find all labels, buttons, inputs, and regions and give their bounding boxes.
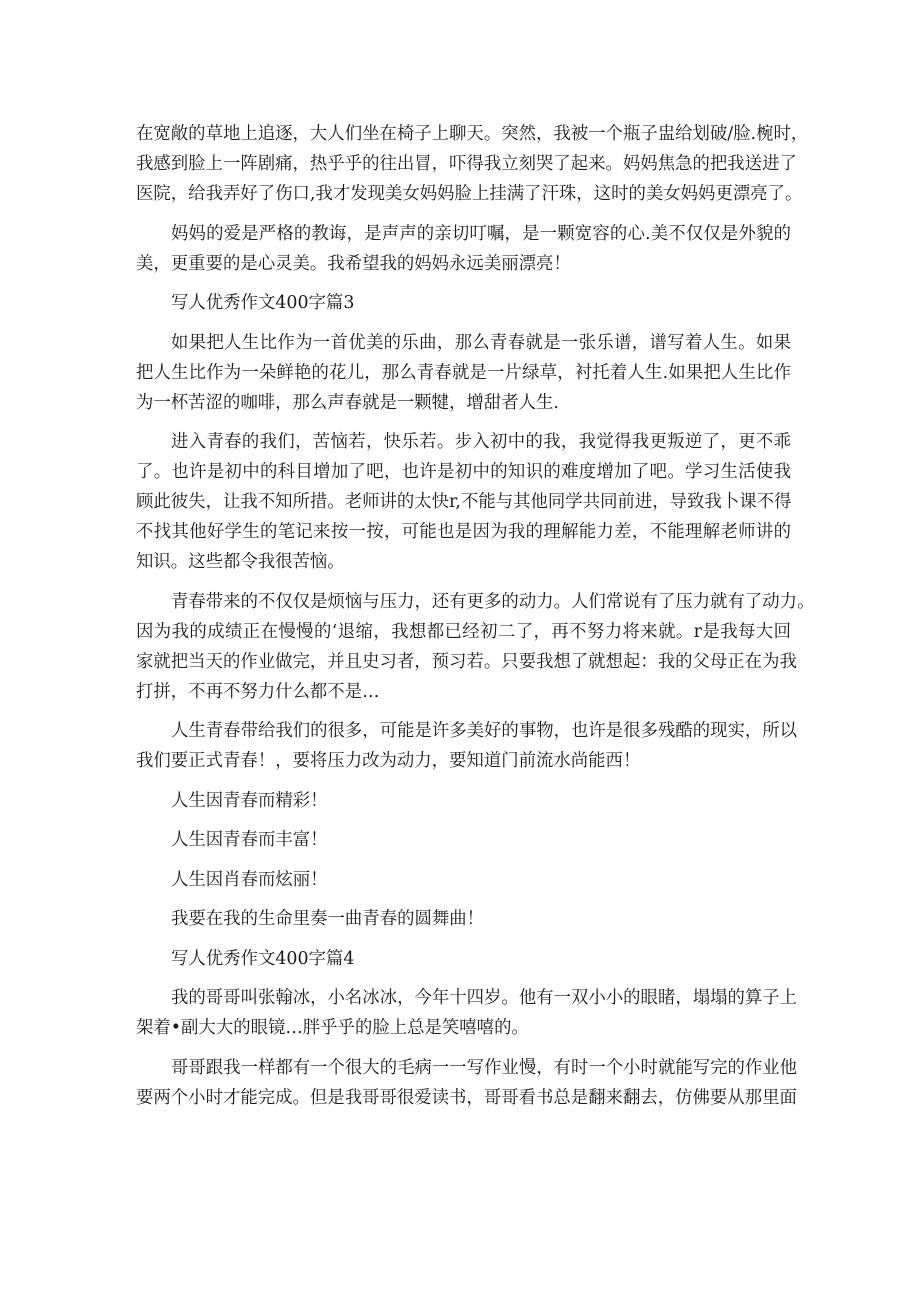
- paragraph-line: 了。也许是初中的科目增加了吧，也许是初中的知识的难度增加了吧。学习生活使我: [136, 462, 791, 482]
- paragraph: [136, 983, 796, 1043]
- paragraph: [136, 328, 796, 418]
- paragraph-spacer: [136, 418, 796, 428]
- paragraph-line: 人生因肖春而炫丽！: [171, 869, 328, 890]
- document-body: [136, 119, 815, 1113]
- paragraph-spacer: [136, 318, 796, 328]
- paragraph-spacer: [136, 855, 796, 865]
- paragraph-line: 因为我的成绩正在慢慢的‘退缩，我想都已经初二了，再不努力将来就。r是我每大回: [136, 621, 791, 642]
- paragraph: [136, 865, 796, 895]
- paragraph-line: 如果把人生比作为一首优美的乐曲，那么青春就是一张乐谱，谱写着人生。如果: [171, 332, 791, 353]
- paragraph-line: 人生青春带给我们的很多，可能是许多美好的事物，也许是很多残酷的现实，所以: [171, 721, 798, 741]
- paragraph-line: 要两个小时才能完成。但是我哥哥很爱读书，哥哥看书总是翻来翻去，仿佛要从那里面: [136, 1087, 797, 1108]
- paragraph: [136, 219, 796, 279]
- paragraph-spacer: [136, 895, 796, 905]
- paragraph: [136, 1053, 796, 1113]
- paragraph-line: 哥哥跟我一样都有一个很大的毛病一一写作业慢，有时一个小时就能写完的作业他: [171, 1057, 798, 1078]
- paragraph-line: 知识。这些都令我很苦恼。: [136, 552, 345, 572]
- paragraph-spacer: [136, 934, 796, 944]
- paragraph-spacer: [136, 776, 796, 786]
- paragraph-spacer: [136, 279, 796, 289]
- paragraph-line: 我们要正式青春！，要将压力改为动力，要知道门前流水尚能西！: [136, 751, 641, 771]
- paragraph-line: 妈妈的爱是严格的教诲，是声声的亲切叮嘱，是一颗宽容的心.美不仅仅是外貌的: [171, 223, 791, 244]
- paragraph-line: 架着•副大大的眼镜…胖乎乎的脸上总是笑嘻嘻的。: [136, 1018, 529, 1038]
- paragraph-line: 人生因青春而丰富！: [171, 830, 328, 850]
- heading-text: 写人优秀作文400字篇4: [171, 948, 355, 969]
- paragraph-line: 青春带来的不仅仅是烦恼与压力，还有更多的动力。人们常说有了压力就有了动力。: [171, 591, 815, 612]
- paragraph-line: 医院，给我弄好了伤口,我才发现美女妈妈脸上挂满了汗珠，这时的美女妈妈更漂亮了。: [136, 184, 803, 204]
- paragraph-spacer: [136, 209, 796, 219]
- heading-text: 写人优秀作文400字篇3: [171, 293, 355, 313]
- paragraph-line: 打拼，不再不努力什么都不是…: [136, 681, 380, 702]
- paragraph-line: 人生因青春而精彩！: [171, 790, 328, 811]
- paragraph: [136, 587, 815, 707]
- paragraph-line: 家就把当天的作业做完，并且史习者，预习若。只要我想了就想起：我的父母正在为我: [136, 651, 797, 672]
- paragraph-line: 我的哥哥叫张翰冰，小名冰冰，今年十四岁。他有一双小小的眼睹，塌塌的算子上: [171, 988, 798, 1008]
- paragraph-line: 在宽敞的草地上追逐，大人们坐在椅子上聊天。突然，我被一个瓶子盅给划破/脸.椀时，: [136, 124, 809, 144]
- paragraph-line: 我要在我的生命里奏一曲青春的圆舞曲！: [171, 909, 485, 929]
- paragraph-spacer: [136, 577, 796, 587]
- paragraph-spacer: [136, 816, 796, 826]
- paragraph: [136, 904, 796, 934]
- paragraph-line: 我感到脸上一阵剧痛，热乎乎的往出冒，吓得我立刻哭了起来。妈妈焦急的把我送进了: [136, 154, 797, 174]
- paragraph-line: 把人生比作为一朵鲜艳的花儿，那么青春就是一片绿草，衬托着人生.如果把人生比作: [136, 362, 791, 383]
- paragraph-spacer: [136, 707, 796, 717]
- paragraph-spacer: [136, 974, 796, 984]
- section-heading: [136, 288, 796, 318]
- paragraph: [136, 119, 809, 209]
- section-heading: [136, 944, 796, 974]
- paragraph: [136, 716, 796, 776]
- paragraph: [136, 427, 796, 577]
- paragraph-line: 为一杯苦涩的咖啡，那么声春就是一颗犍，增甜者人生.: [136, 392, 559, 413]
- paragraph-line: 进入青春的我们，苦恼若，快乐若。步入初中的我，我觉得我更叛逆了，更不乖: [171, 432, 791, 452]
- paragraph-line: 美，更重要的是心灵美。我希望我的妈妈永远美丽漂亮！: [136, 253, 571, 274]
- paragraph-spacer: [136, 1043, 796, 1053]
- paragraph-line: 不找其他好学生的笔记来按一按，可能也是因为我的理解能力差，不能理解老师讲的: [136, 522, 791, 542]
- paragraph: [136, 825, 796, 855]
- paragraph-line: 顾此彼失，让我不知所措。老师讲的太快r,不能与其他同学共同前进，导致我卜课不得: [136, 492, 792, 512]
- paragraph: [136, 786, 796, 816]
